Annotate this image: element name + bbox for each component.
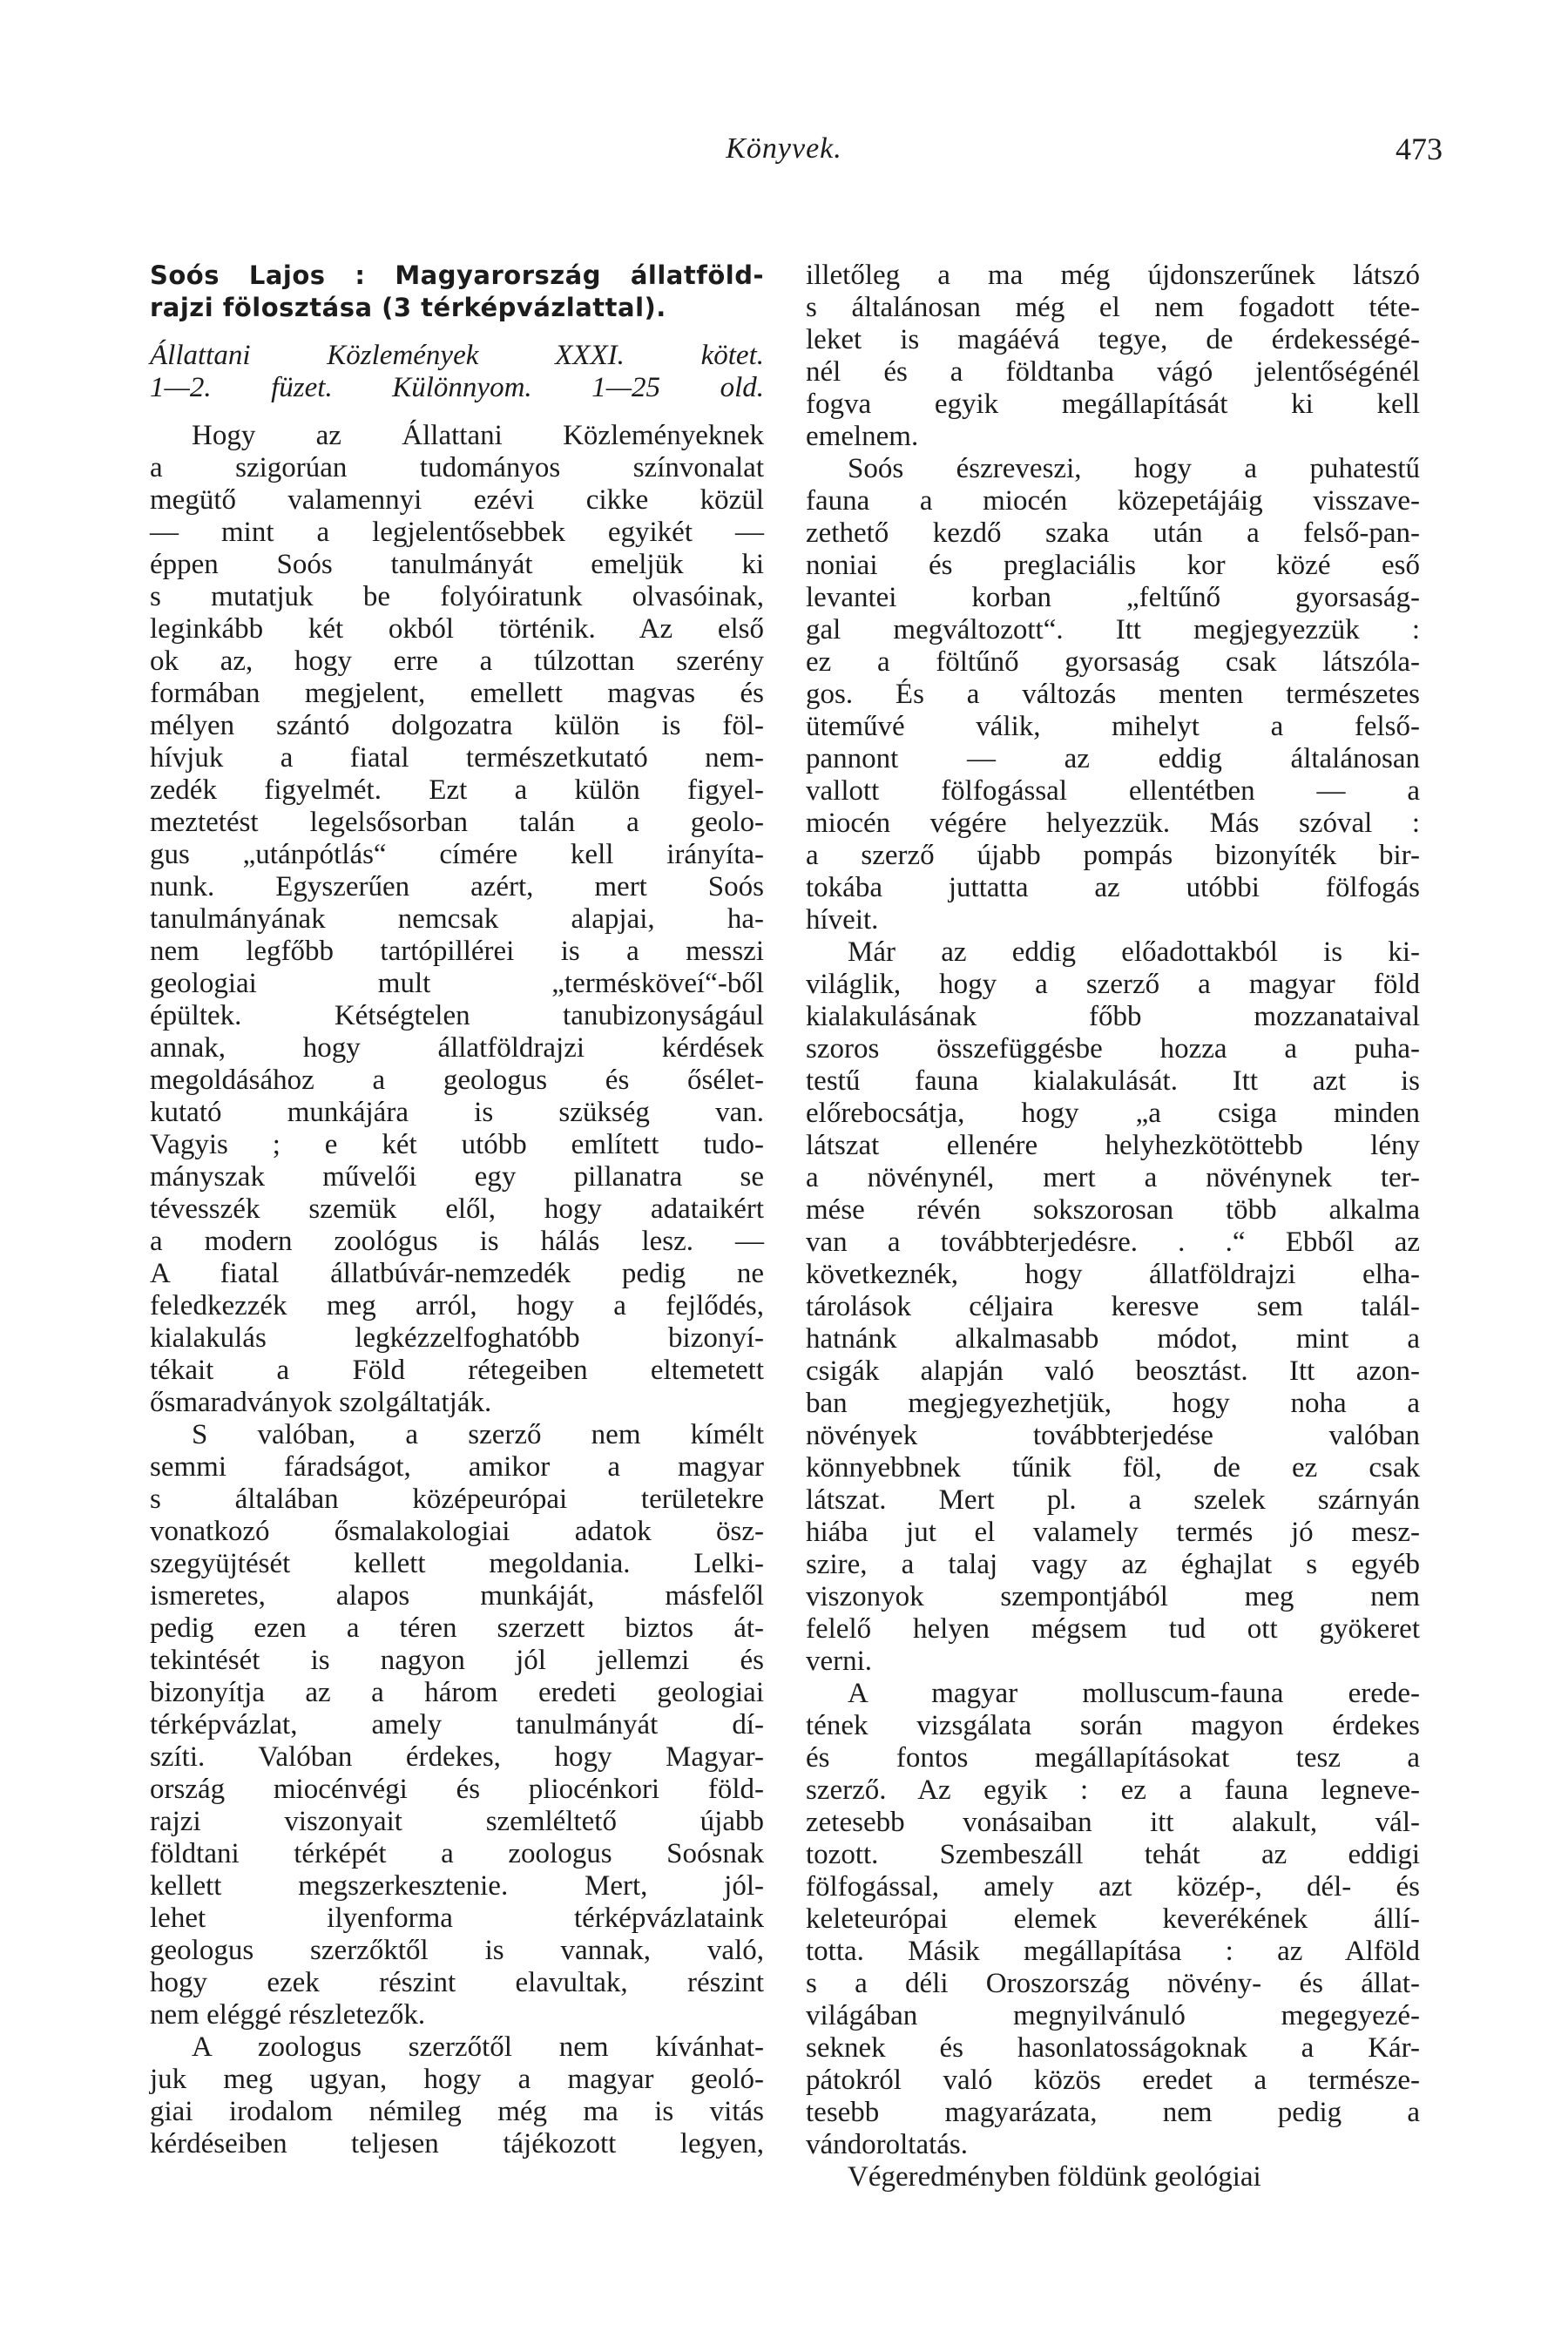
text-line: a szerző újabb pompás bizonyíték bir-	[806, 840, 1420, 871]
text-line: hatnánk alkalmasabb módot, mint a	[806, 1323, 1420, 1355]
review-header	[150, 260, 764, 420]
text-line: fogva egyik megállapítását ki kell	[806, 389, 1420, 420]
text-line: ismeretes, alapos munkáját, másfelől	[150, 1580, 764, 1612]
text-line: juk meg ugyan, hogy a magyar geoló-	[150, 2064, 764, 2095]
text-line: A fiatal állatbúvár-nemzedék pedig ne	[150, 1258, 764, 1289]
text-line: leginkább két okból történik. Az első	[150, 613, 764, 645]
text-line: annak, hogy állatföldrajzi kérdések	[150, 1032, 764, 1064]
text-line: Soós észreveszi, hogy a puhatestű	[848, 453, 1420, 484]
text-line: zedék figyelmét. Ezt a külön figyel-	[150, 774, 764, 806]
text-line: tokába juttatta az utóbbi fölfogás	[806, 872, 1420, 903]
text-line: világlik, hogy a szerző a magyar föld	[806, 969, 1420, 1000]
text-line: nél és a földtanba vágó jelentőségénél	[806, 356, 1420, 388]
text-line: emelnem.	[806, 421, 919, 452]
text-line: feledkezzék meg arról, hogy a fejlődés,	[150, 1290, 764, 1321]
text-line: a növénynél, mert a növénynek ter-	[806, 1162, 1420, 1193]
text-line: tékait a Föld rétegeiben eltemetett	[150, 1355, 764, 1386]
text-line: nem legfőbb tartópillérei is a messzi	[150, 936, 764, 967]
text-line: Hogy az Állattani Közleményeknek	[192, 420, 764, 451]
page-number: 473	[1396, 132, 1443, 166]
text-line: zetesebb vonásaiban itt alakult, vál-	[806, 1807, 1420, 1838]
text-line: pátokról való közös eredet a természe-	[806, 2065, 1420, 2096]
text-line: kellett megszerkesztenie. Mert, jól-	[150, 1870, 764, 1902]
text-line: előrebocsátja, hogy „a csiga minden	[806, 1098, 1420, 1129]
text-line: vonatkozó ősmalakologiai adatok ösz-	[150, 1516, 764, 1547]
text-line: ősmaradványok szolgáltatják.	[150, 1387, 492, 1418]
text-line: gos. És a változás menten természetes	[806, 679, 1420, 710]
text-line: testű fauna kialakulását. Itt azt is	[806, 1065, 1420, 1097]
text-line: totta. Másik megállapítása : az Alföld	[806, 1936, 1420, 1967]
text-line: a modern zoológus is hálás lesz. —	[150, 1226, 764, 1257]
text-line: nunk. Egyszerűen azért, mert Soós	[150, 871, 764, 902]
text-line: épültek. Kétségtelen tanubizonyságául	[150, 1000, 764, 1031]
running-head: Könyvek.	[726, 132, 842, 165]
text-line: s a déli Oroszország növény- és állat-	[806, 1968, 1420, 1999]
text-line: leket is magáévá tegye, de érdekességé-	[806, 324, 1420, 355]
text-line: formában megjelent, emellett magvas és	[150, 678, 764, 709]
text-line: ez a föltűnő gyorsaság csak látszóla-	[806, 646, 1420, 678]
text-line: s általában középeurópai területekre	[150, 1484, 764, 1515]
text-line: lehet ilyenforma térképvázlataink	[150, 1903, 764, 1934]
reference-line: 1—2. füzet. Különnyom. 1—25 old.	[150, 372, 764, 403]
text-line: növények továbbterjedése valóban	[806, 1420, 1420, 1451]
reference-line: Állattani Közlemények XXXI. kötet.	[150, 340, 764, 371]
text-line: térképvázlat, amely tanulmányát dí-	[150, 1709, 764, 1740]
right-column	[806, 260, 1420, 2193]
text-line: következnék, hogy állatföldrajzi elha-	[806, 1259, 1420, 1290]
text-line: látszat ellenére helyhezkötöttebb lény	[806, 1130, 1420, 1161]
text-line: tesebb magyarázata, nem pedig a	[806, 2097, 1420, 2128]
text-line: fauna a miocén közepetájáig visszave-	[806, 485, 1420, 517]
text-line: geologiai mult „termésköveí“-ből	[150, 968, 764, 999]
text-line: gal megváltozott“. Itt megjegyezzük :	[806, 614, 1420, 645]
text-line: világában megnyilvánuló megegyezé-	[806, 2000, 1420, 2031]
text-line: tévesszék szemük elől, hogy adataikért	[150, 1193, 764, 1225]
text-line: meztetést legelsősorban talán a geolo-	[150, 807, 764, 838]
text-line: hiába jut el valamely termés jó mesz-	[806, 1517, 1420, 1548]
text-line: bizonyítja az a három eredeti geologiai	[150, 1677, 764, 1708]
text-line: semmi fáradságot, amikor a magyar	[150, 1451, 764, 1483]
text-line: — mint a legjelentősebbek egyikét —	[150, 517, 764, 548]
text-line: üteművé válik, mihelyt a felső-	[806, 711, 1420, 742]
text-line: Végeredményben földünk geológiai	[848, 2161, 1261, 2193]
text-line: pedig ezen a téren szerzett biztos át-	[150, 1612, 764, 1644]
text-line: viszonyok szempontjából meg nem	[806, 1581, 1420, 1612]
text-line: ok az, hogy erre a túlzottan szerény	[150, 645, 764, 677]
text-line: A magyar molluscum-fauna erede-	[848, 1678, 1420, 1709]
text-line: kialakulás legkézzelfoghatóbb bizonyí-	[150, 1322, 764, 1354]
text-line: nem eléggé részletezők.	[150, 1999, 426, 2031]
text-line: kialakulásának főbb mozzanataival	[806, 1001, 1420, 1032]
text-line: mányszak művelői egy pillanatra se	[150, 1161, 764, 1193]
text-line: s általánosan még el nem fogadott téte-	[806, 292, 1420, 323]
text-line: ország miocénvégi és pliocénkori föld-	[150, 1774, 764, 1805]
text-line: mélyen szántó dolgozatra külön is föl-	[150, 710, 764, 741]
text-line: szoros összefüggésbe hozza a puha-	[806, 1033, 1420, 1064]
text-line: fölfogással, amely azt közép-, dél- és	[806, 1871, 1420, 1903]
text-line: könnyebbnek tűnik föl, de ez csak	[806, 1452, 1420, 1484]
text-line: földtani térképét a zoologus Soósnak	[150, 1838, 764, 1869]
text-line: van a továbbterjedésre. . .“ Ebből az	[806, 1227, 1420, 1258]
text-line: rajzi viszonyait szemléltető újabb	[150, 1806, 764, 1837]
text-line: Vagyis ; e két utóbb említett tudo-	[150, 1129, 764, 1160]
text-line: mése révén sokszorosan több alkalma	[806, 1194, 1420, 1226]
text-line: kérdéseiben teljesen tájékozott legyen,	[150, 2128, 764, 2159]
text-line: vándoroltatás.	[806, 2129, 969, 2160]
text-line: éppen Soós tanulmányát emeljük ki	[150, 549, 764, 580]
text-line: S valóban, a szerző nem kímélt	[192, 1419, 764, 1450]
text-line: Már az eddig előadottakból is ki-	[848, 936, 1420, 968]
text-line: miocén végére helyezzük. Más szóval :	[806, 808, 1420, 839]
left-column	[150, 260, 764, 2160]
text-line: verni.	[806, 1646, 873, 1677]
text-line: tozott. Szembeszáll tehát az eddigi	[806, 1839, 1420, 1870]
text-line: szerző. Az egyik : ez a fauna legneve-	[806, 1774, 1420, 1806]
text-line: csigák alapján való beosztást. Itt azon-	[806, 1355, 1420, 1387]
text-line: kutató munkájára is szükség van.	[150, 1097, 764, 1128]
text-line: megoldásához a geologus és ősélet-	[150, 1064, 764, 1096]
text-line: levantei korban „feltűnő gyorsaság-	[806, 582, 1420, 613]
text-line: látszat. Mert pl. a szelek szárnyán	[806, 1484, 1420, 1516]
text-line: noniai és preglaciális kor közé eső	[806, 550, 1420, 581]
text-line: geologus szerzőktől is vannak, való,	[150, 1935, 764, 1966]
text-line: tárolások céljaira keresve sem talál-	[806, 1291, 1420, 1322]
text-line: tének vizsgálata során magyon érdekes	[806, 1710, 1420, 1741]
text-line: vallott fölfogással ellentétben — a	[806, 775, 1420, 807]
text-line: és fontos megállapításokat tesz a	[806, 1742, 1420, 1774]
text-line: illetőleg a ma még újdonszerűnek látszó	[806, 260, 1420, 291]
review-title-line: Soós Lajos : Magyarország állatföld-	[150, 260, 764, 290]
text-line: a szigorúan tudományos színvonalat	[150, 452, 764, 483]
right-body-text	[806, 260, 1420, 2193]
text-line: hívjuk a fiatal természetkutató nem-	[150, 742, 764, 774]
text-line: gus „utánpótlás“ címére kell irányíta-	[150, 839, 764, 870]
text-line: pannont — az eddig általánosan	[806, 743, 1420, 774]
review-title-line: rajzi fölosztása (3 térképvázlattal).	[150, 293, 666, 322]
text-line: tanulmányának nemcsak alapjai, ha-	[150, 903, 764, 935]
text-line: seknek és hasonlatosságoknak a Kár-	[806, 2032, 1420, 2064]
text-line: tekintését is nagyon jól jellemzi és	[150, 1645, 764, 1676]
text-line: szegyüjtését kellett megoldania. Lelki-	[150, 1548, 764, 1579]
text-line: keleteurópai elemek keverékének állí-	[806, 1903, 1420, 1935]
left-body-text	[150, 420, 764, 2160]
text-line: hogy ezek részint elavultak, részint	[150, 1967, 764, 1998]
text-line: szíti. Valóban érdekes, hogy Magyar-	[150, 1741, 764, 1773]
text-line: ban megjegyezhetjük, hogy noha a	[806, 1388, 1420, 1419]
text-line: giai irodalom némileg még ma is vitás	[150, 2096, 764, 2127]
text-line: felelő helyen mégsem tud ott gyökeret	[806, 1613, 1420, 1645]
text-line: s mutatjuk be folyóiratunk olvasóinak,	[150, 581, 764, 612]
text-line: megütő valamennyi ezévi cikke közül	[150, 484, 764, 516]
text-line: zethető kezdő szaka után a felső-pan-	[806, 517, 1420, 549]
text-line: szire, a talaj vagy az éghajlat s egyéb	[806, 1549, 1420, 1580]
text-line: híveit.	[806, 904, 879, 936]
text-line: A zoologus szerzőtől nem kívánhat-	[192, 2031, 764, 2063]
